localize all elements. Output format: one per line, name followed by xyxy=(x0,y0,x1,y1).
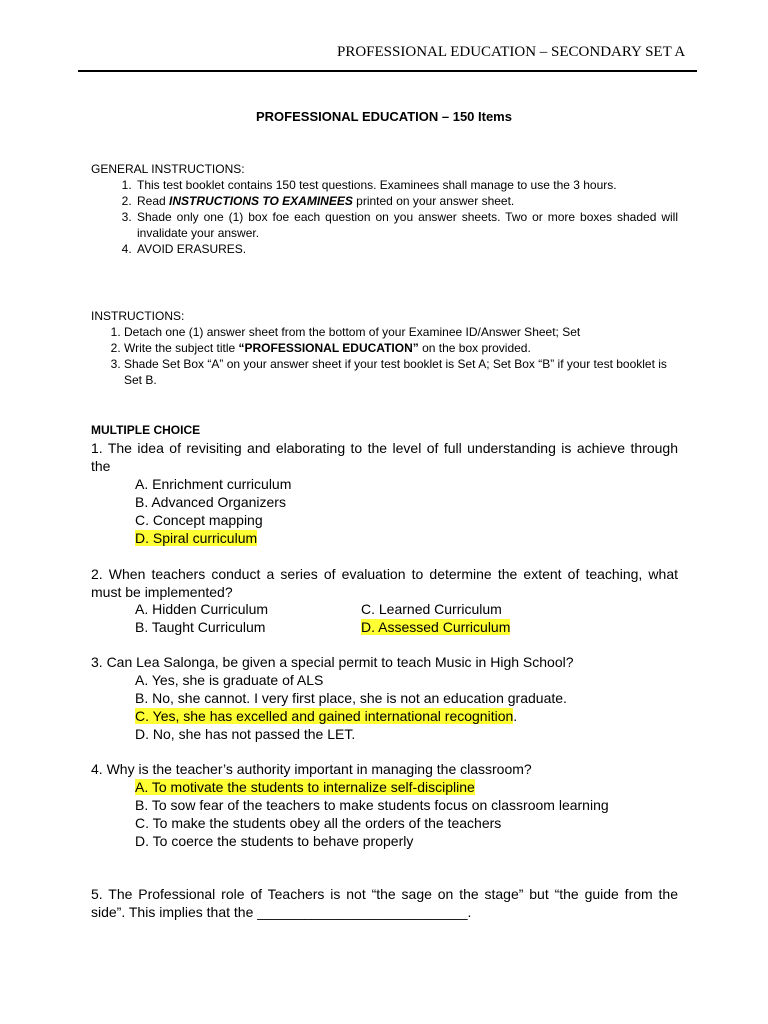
instruction-3: 3. Shade Set Box “A” on your answer sheet if your test booklet is Set A; Set Box “B” if your test booklet is Set B. xyxy=(124,356,678,388)
question-3-option-b: B. No, she cannot. I very first place, she is not an education graduate. xyxy=(135,690,567,706)
general-instructions-list xyxy=(91,177,678,257)
instructions-title: INSTRUCTIONS: xyxy=(91,309,185,323)
highlighted-answer: A. To motivate the students to internalize self-discipline xyxy=(135,779,475,795)
question-2: 2. When teachers conduct a series of evaluation to determine the extent of teaching, what must be implemented? xyxy=(91,566,678,600)
question-3-option-a: A. Yes, she is graduate of ALS xyxy=(135,672,324,688)
question-5: 5. The Professional role of Teachers is not “the sage on the stage” but “the guide from the side”. This implies that the ___________________________. xyxy=(91,886,678,920)
question-1-option-d xyxy=(135,529,257,547)
question-4-option-c: C. To make the students obey all the orders of the teachers xyxy=(135,815,502,831)
question-4: 4. Why is the teacher’s authority important in managing the classroom? xyxy=(91,761,532,777)
header-rule xyxy=(78,70,697,72)
question-2-option-c: C. Learned Curriculum xyxy=(361,601,502,617)
question-3-option-d: D. No, she has not passed the LET. xyxy=(135,726,356,742)
instructions-list xyxy=(91,324,678,388)
highlighted-answer: D. Assessed Curriculum xyxy=(361,619,511,635)
instruction-text: on the box provided. xyxy=(418,341,531,355)
question-2-option-b: B. Taught Curriculum xyxy=(135,619,266,635)
instruction-text: Read xyxy=(137,194,170,208)
highlighted-answer: C. Yes, she has excelled and gained international recognition xyxy=(135,708,514,724)
question-1-option-a: A. Enrichment curriculum xyxy=(135,476,292,492)
question-1-option-b: B. Advanced Organizers xyxy=(135,494,286,510)
instruction-2 xyxy=(124,340,678,356)
general-instruction-1: 1. This test booklet contains 150 test questions. Examinees shall manage to use the 3 hours. xyxy=(135,177,678,193)
question-4-option-a xyxy=(135,778,475,796)
instruction-emphasis: “PROFESSIONAL EDUCATION” xyxy=(238,341,419,355)
instruction-1: 1. Detach one (1) answer sheet from the bottom of your Examinee ID/Answer Sheet; Set xyxy=(124,324,678,340)
running-header: PROFESSIONAL EDUCATION – SECONDARY SET A xyxy=(337,44,686,60)
question-3: 3. Can Lea Salonga, be given a special permit to teach Music in High School? xyxy=(91,654,574,670)
question-4-option-b: B. To sow fear of the teachers to make students focus on classroom learning xyxy=(135,797,609,813)
instruction-emphasis: INSTRUCTIONS TO EXAMINEES xyxy=(169,194,353,208)
question-1-option-c: C. Concept mapping xyxy=(135,512,263,528)
question-2-option-a: A. Hidden Curriculum xyxy=(135,601,269,617)
question-3-option-c: C. Yes, she has excelled and gained international recognition. xyxy=(135,708,518,724)
document-title: PROFESSIONAL EDUCATION – 150 Items xyxy=(256,109,512,124)
question-1: 1. The idea of revisiting and elaborating to the level of full understanding is achieve through the xyxy=(91,440,678,474)
question-2-option-d xyxy=(361,618,510,636)
general-instructions-title: GENERAL INSTRUCTIONS: xyxy=(91,162,245,176)
instruction-text: Write the subject title xyxy=(124,341,239,355)
general-instruction-3: 3. Shade only one (1) box foe each question on you answer sheets. Two or more boxes shaded will invalidate your answer. xyxy=(135,209,678,241)
general-instruction-4: 4. AVOID ERASURES. xyxy=(135,241,678,257)
instruction-text: printed on your answer sheet. xyxy=(352,194,515,208)
question-4-option-d: D. To coerce the students to behave properly xyxy=(135,833,414,849)
highlighted-answer: D. Spiral curriculum xyxy=(135,530,258,546)
multiple-choice-heading: MULTIPLE CHOICE xyxy=(91,423,201,437)
general-instruction-2 xyxy=(135,193,678,209)
